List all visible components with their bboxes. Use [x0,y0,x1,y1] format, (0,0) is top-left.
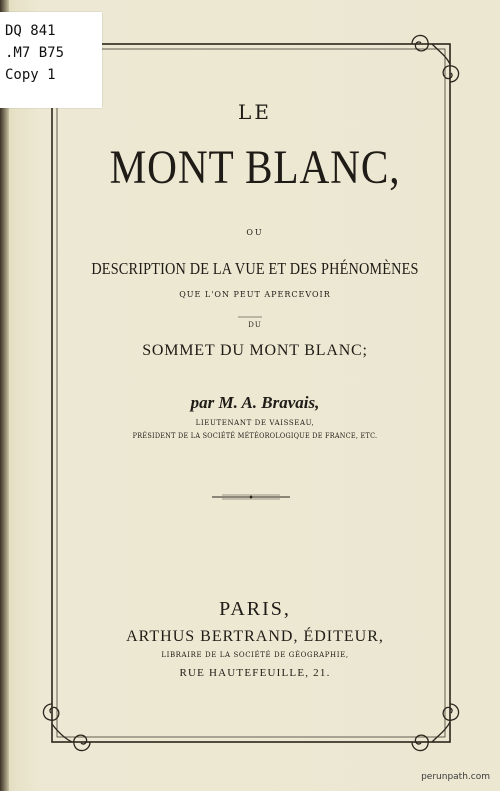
main-title: MONT BLANC, [109,141,401,194]
call-number-line-2: .M7 B75 [5,45,65,61]
subtitle-du: DU [248,321,262,329]
subtitle-que-lon: QUE L'ON PEUT APERCEVOIR [179,290,331,299]
author-line: par M. A. Bravais, [190,393,320,412]
title-connector-ou: OU [246,228,264,237]
corner-ornament-bottom-left [43,704,90,751]
subtitle-description: DESCRIPTION DE LA VUE ET DES PHÉNOMÈNES [91,259,419,278]
subtitle-sommet: SOMMET DU MONT BLANC; [142,342,368,359]
imprint-city: PARIS, [219,598,291,620]
call-number-line-3: Copy 1 [5,67,56,83]
author-title-president: PRÉSIDENT DE LA SOCIÉTÉ MÉTÉOROLOGIQUE DE FRANCE, ETC. [132,432,378,440]
imprint-address: RUE HAUTEFEUILLE, 21. [179,667,331,679]
ornamental-divider-middle [212,495,290,499]
imprint-publisher: ARTHUS BERTRAND, ÉDITEUR, [126,628,384,645]
call-number-line-1: DQ 841 [5,23,56,39]
corner-ornament-top-right [412,35,459,82]
author-title-lieutenant: LIEUTENANT DE VAISSEAU, [195,419,315,427]
site-watermark: perunpath.com [421,772,490,782]
imprint-publisher-note: LIBRAIRE DE LA SOCIÉTÉ DE GÉOGRAPHIE, [161,651,349,659]
corner-ornament-bottom-right [412,704,459,751]
library-call-number-label [0,12,102,108]
title-article: LE [238,100,272,124]
